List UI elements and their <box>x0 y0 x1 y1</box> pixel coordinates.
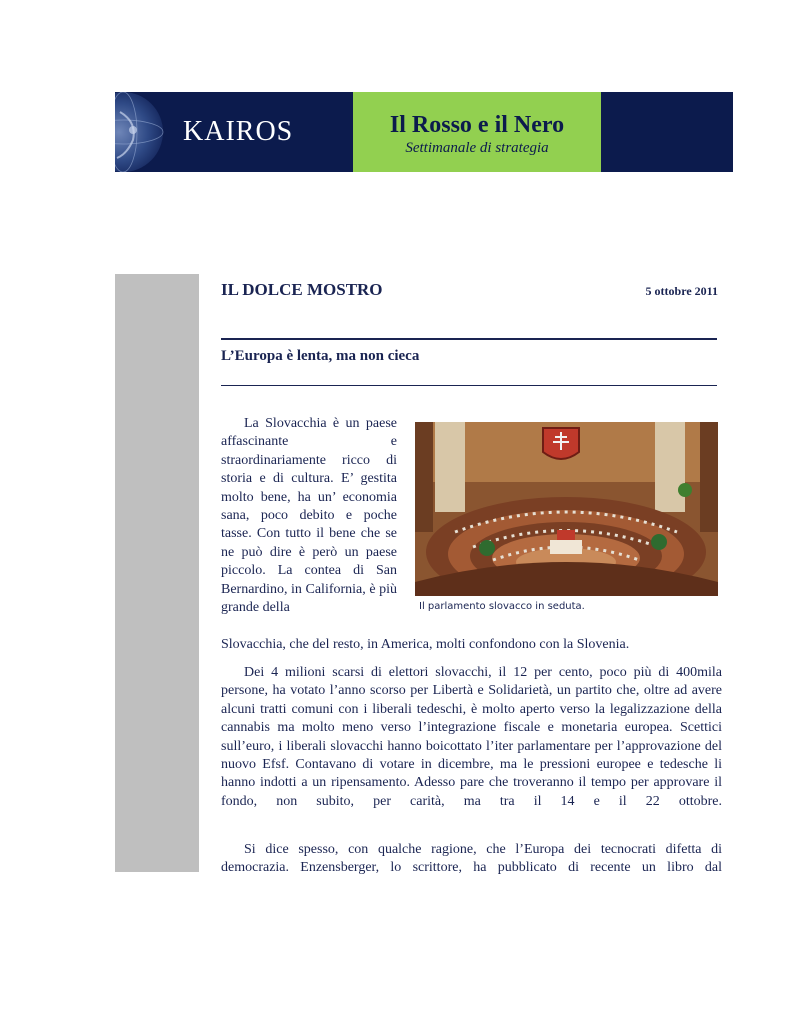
grey-sidebar <box>115 274 199 872</box>
article-headline: IL DOLCE MOSTRO <box>221 280 383 299</box>
paragraph-3: Si dice spesso, con qualche ragione, che l’Europa dei tecnocrati difetta di democrazia. Enzensberger, lo scrittore, ha pubblicato di recente un libro dal <box>221 842 722 876</box>
paragraph-1-column: La Slovacchia è un paese affascinante e straordinariamente ricco di storia e di cultura. E’ gestita molto bene, ha un’ economia sana, poco debito e poche tasse. Con tutto il bene che se ne può dire è però un paese piccolo. La contea di San Bernardino, in California, è più grande della <box>221 416 397 616</box>
parliament-photo <box>415 422 718 596</box>
paragraph-1-tail: Slovacchia, che del resto, in America, molti confondono con la Slovenia. <box>221 637 630 652</box>
divider-top <box>221 338 717 340</box>
newsletter-title: Il Rosso e il Nero <box>389 112 565 138</box>
article-date: 5 ottobre 2011 <box>645 284 718 298</box>
kairos-logo: KAIROS <box>183 116 294 147</box>
photo-caption: Il parlamento slovacco in seduta. <box>419 601 585 612</box>
newsletter-subtitle: Settimanale di strategia <box>405 140 549 156</box>
globe-icon <box>115 92 165 172</box>
article-subheadline: L’Europa è lenta, ma non cieca <box>221 348 420 364</box>
paragraph-2: Dei 4 milioni scarsi di elettori slovacchi, il 12 per cento, poco più di 400mila persone, ha votato l’anno scorso per Libertà e Solidarietà, un partito che, oltre ad avere alcuni tratti comuni con i liberali tedeschi, è molto aperto verso la legalizzazione della cannabis ma molto meno verso l’integrazione fiscale e monetaria europea. Scettici sull’euro, i liberali slovacchi hanno boicottato l’iter parlamentare per l’approvazione del nuovo Efsf. Contavano di votare in dicembre, ma le pressioni europee e tedesche li hanno indotti a un ripensamento. Adesso pare che troveranno il tempo per approvare il fondo, non subito, per carità, ma tra il 14 e il 22 ottobre. <box>221 665 722 809</box>
divider-bottom <box>221 385 717 386</box>
title-box <box>353 92 601 172</box>
